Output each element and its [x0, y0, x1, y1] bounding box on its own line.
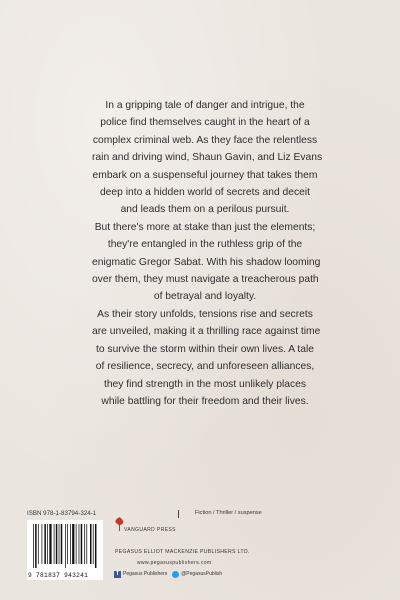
vanguard-press-logo-icon	[115, 517, 124, 531]
barcode-bar	[54, 524, 55, 564]
barcode-bar	[38, 524, 39, 564]
barcode	[27, 520, 103, 580]
blurb-line: they're entangled in the ruthless grip of the	[107, 239, 303, 251]
barcode-bars	[33, 524, 99, 568]
barcode-bar	[76, 524, 77, 564]
blurb-line: As their story unfolds, tensions rise and secrets	[97, 308, 313, 320]
blurb-line: police find themselves caught in the heart of a	[100, 117, 310, 129]
barcode-bar	[49, 524, 51, 564]
barcode-bar	[42, 524, 43, 564]
blurb-line: deep into a hidden world of secrets and deceit	[99, 187, 311, 199]
separator	[178, 510, 179, 518]
blurb-line: over them, they must navigate a treacherous path	[92, 274, 319, 286]
twitter-handle[interactable]: @PegasusPublish	[181, 571, 223, 577]
blurb-line: enigmatic Gregor Sabat. With his shadow looming	[92, 256, 321, 268]
barcode-bar	[67, 524, 68, 564]
publisher-name: VANGUARD PRESS	[124, 527, 176, 533]
blurb-line: In a gripping tale of danger and intrigue, the	[105, 100, 305, 111]
social-links	[114, 570, 222, 578]
barcode-bar	[90, 524, 92, 564]
barcode-bar	[72, 524, 74, 564]
barcode-bar	[56, 524, 58, 564]
blurb-line: complex criminal web. As they face the relentless	[92, 134, 318, 146]
imprint-name: PEGASUS ELLIOT MACKENZIE PUBLISHERS LTD.	[115, 549, 250, 555]
blurb-line: to survive the storm within their own lives. A tale	[95, 343, 315, 355]
barcode-bar	[33, 524, 34, 568]
blurb-text	[92, 97, 323, 410]
barcode-bar	[84, 524, 85, 564]
blurb-line: rain and driving wind, Shaun Gavin, and Liz Evans	[92, 152, 323, 164]
barcode-bar	[61, 524, 63, 564]
barcode-bar	[59, 524, 60, 564]
blurb-line: embark on a suspenseful journey that takes them	[92, 169, 318, 181]
facebook-handle[interactable]: Pegasus Publishers	[123, 571, 168, 577]
barcode-bar	[93, 524, 94, 564]
barcode-bar	[65, 524, 66, 568]
barcode-bar	[86, 524, 87, 564]
barcode-bar	[70, 524, 71, 564]
blurb-line: But there's more at stake than just the elements;	[94, 221, 316, 233]
barcode-digits: 9 781837 943241	[28, 572, 89, 579]
isbn-label: ISBN 978-1-83794-324-1	[27, 510, 97, 517]
website-link[interactable]: www.pegasuspublishers.com	[137, 560, 212, 566]
barcode-bar	[44, 524, 46, 564]
blurb-line: of resilience, secrecy, and unforeseen alliances,	[95, 361, 315, 373]
barcode-bar	[47, 524, 48, 564]
barcode-bar	[35, 524, 37, 568]
barcode-bar	[81, 524, 83, 564]
barcode-bar	[79, 524, 80, 564]
blurb-line: they find strength in the most unlikely places	[103, 378, 307, 390]
facebook-icon[interactable]: f	[114, 571, 121, 578]
genre-label: Fiction / Thriller / suspense	[195, 510, 262, 516]
blurb-line: of betrayal and loyalty.	[153, 291, 257, 303]
blurb-line: while battling for their freedom and their lives.	[101, 395, 309, 407]
blurb-line: are unveiled, making it a thrilling race against time	[92, 326, 321, 338]
blurb-line: and leads them on a perilous pursuit.	[120, 204, 290, 216]
barcode-bar	[95, 524, 97, 568]
twitter-icon[interactable]	[172, 571, 179, 578]
